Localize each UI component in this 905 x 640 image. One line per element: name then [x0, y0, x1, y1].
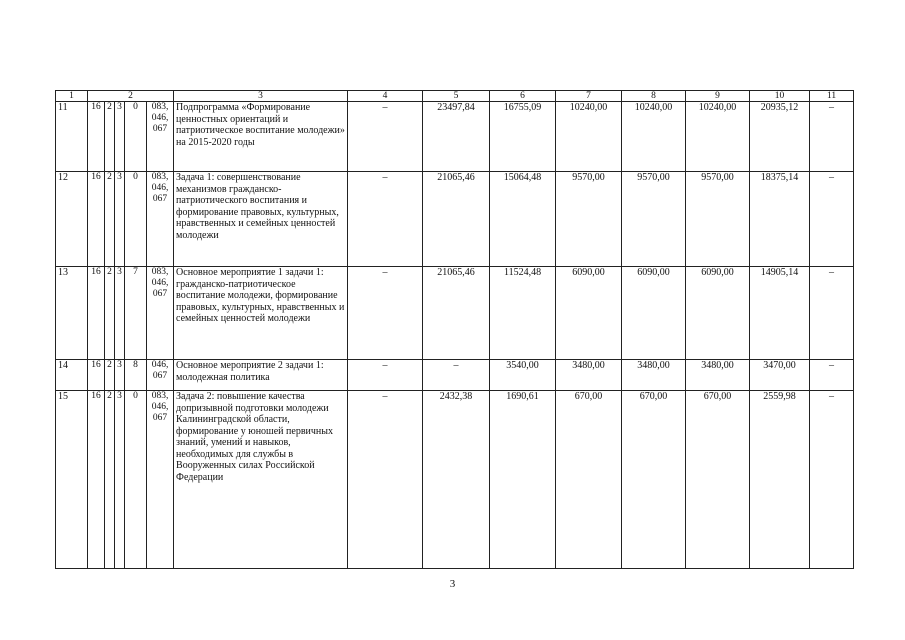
value-cell: 6090,00 — [622, 267, 686, 360]
value-cell: 3480,00 — [622, 360, 686, 391]
code-cell: 7 — [125, 267, 147, 360]
value-cell: 20935,12 — [750, 102, 810, 172]
header-cell: 1 — [56, 91, 88, 102]
value-cell: 14905,14 — [750, 267, 810, 360]
value-cell: 9570,00 — [556, 172, 622, 267]
header-cell: 8 — [622, 91, 686, 102]
kbk-cell: 083, 046, 067 — [147, 102, 174, 172]
value-cell: 1690,61 — [490, 391, 556, 569]
code-cell: 3 — [115, 267, 125, 360]
value-cell: 9570,00 — [686, 172, 750, 267]
code-cell: 16 — [88, 360, 105, 391]
kbk-cell: 083, 046, 067 — [147, 267, 174, 360]
value-cell: – — [423, 360, 490, 391]
header-cell: 3 — [174, 91, 348, 102]
table-row — [56, 172, 854, 267]
table-row — [56, 267, 854, 360]
code-cell: 3 — [115, 102, 125, 172]
item-name: Задача 1: совершенствование механизмов гражданско-патриотического воспитания и формирование правовых, культурных, нравственных и семейных ценностей молодежи — [174, 172, 348, 267]
value-cell: – — [810, 360, 854, 391]
value-cell: 3480,00 — [556, 360, 622, 391]
value-cell: 6090,00 — [686, 267, 750, 360]
value-cell: 2559,98 — [750, 391, 810, 569]
row-number: 15 — [56, 391, 88, 569]
code-cell: 3 — [115, 360, 125, 391]
value-cell: – — [810, 102, 854, 172]
table-row — [56, 391, 854, 569]
item-name: Подпрограмма «Формирование ценностных ориентаций и патриотическое воспитание молодежи» на 2015-2020 годы — [174, 102, 348, 172]
row-number: 13 — [56, 267, 88, 360]
header-cell: 7 — [556, 91, 622, 102]
code-cell: 0 — [125, 391, 147, 569]
value-cell: – — [810, 172, 854, 267]
row-number: 14 — [56, 360, 88, 391]
code-cell: 16 — [88, 102, 105, 172]
code-cell: 0 — [125, 172, 147, 267]
item-name: Основное мероприятие 1 задачи 1: гражданско-патриотическое воспитание молодежи, формирование правовых, культурных, нравственных и семейных ценностей молодежи — [174, 267, 348, 360]
value-cell: – — [348, 391, 423, 569]
kbk-cell: 083, 046, 067 — [147, 172, 174, 267]
code-cell: 2 — [105, 267, 115, 360]
code-cell: 0 — [125, 102, 147, 172]
value-cell: 670,00 — [686, 391, 750, 569]
value-cell: 23497,84 — [423, 102, 490, 172]
value-cell: 16755,09 — [490, 102, 556, 172]
value-cell: 18375,14 — [750, 172, 810, 267]
code-cell: 16 — [88, 172, 105, 267]
code-cell: 16 — [88, 391, 105, 569]
code-cell: 8 — [125, 360, 147, 391]
header-cell: 6 — [490, 91, 556, 102]
code-cell: 3 — [115, 172, 125, 267]
page-number: 3 — [449, 578, 456, 590]
program-table — [55, 90, 854, 569]
value-cell: – — [348, 172, 423, 267]
kbk-cell: 083, 046, 067 — [147, 391, 174, 569]
code-cell: 2 — [105, 172, 115, 267]
value-cell: 3540,00 — [490, 360, 556, 391]
value-cell: 11524,48 — [490, 267, 556, 360]
code-cell: 16 — [88, 267, 105, 360]
header-cell: 5 — [423, 91, 490, 102]
value-cell: 10240,00 — [556, 102, 622, 172]
header-row — [56, 91, 854, 102]
row-number: 11 — [56, 102, 88, 172]
value-cell: 670,00 — [556, 391, 622, 569]
value-cell: – — [348, 102, 423, 172]
kbk-cell: 046, 067 — [147, 360, 174, 391]
code-cell: 2 — [105, 102, 115, 172]
header-cell: 11 — [810, 91, 854, 102]
item-name: Основное мероприятие 2 задачи 1: молодежная политика — [174, 360, 348, 391]
row-number: 12 — [56, 172, 88, 267]
value-cell: – — [348, 360, 423, 391]
value-cell: 10240,00 — [686, 102, 750, 172]
value-cell: – — [810, 391, 854, 569]
header-cell: 10 — [750, 91, 810, 102]
value-cell: 3480,00 — [686, 360, 750, 391]
code-cell: 2 — [105, 360, 115, 391]
code-cell: 3 — [115, 391, 125, 569]
header-cell: 2 — [88, 91, 174, 102]
value-cell: 3470,00 — [750, 360, 810, 391]
table-row — [56, 360, 854, 391]
value-cell: 670,00 — [622, 391, 686, 569]
value-cell: – — [810, 267, 854, 360]
value-cell: 9570,00 — [622, 172, 686, 267]
header-cell: 4 — [348, 91, 423, 102]
value-cell: – — [348, 267, 423, 360]
value-cell: 21065,46 — [423, 172, 490, 267]
value-cell: 10240,00 — [622, 102, 686, 172]
value-cell: 6090,00 — [556, 267, 622, 360]
value-cell: 15064,48 — [490, 172, 556, 267]
value-cell: 2432,38 — [423, 391, 490, 569]
table-row — [56, 102, 854, 172]
value-cell: 21065,46 — [423, 267, 490, 360]
header-cell: 9 — [686, 91, 750, 102]
item-name: Задача 2: повышение качества допризывной подготовки молодежи Калининградской области, формирование у юношей первичных знаний, умений и навыков, необходимых для службы в Вооруженных силах Российской Федерации — [174, 391, 348, 569]
code-cell: 2 — [105, 391, 115, 569]
